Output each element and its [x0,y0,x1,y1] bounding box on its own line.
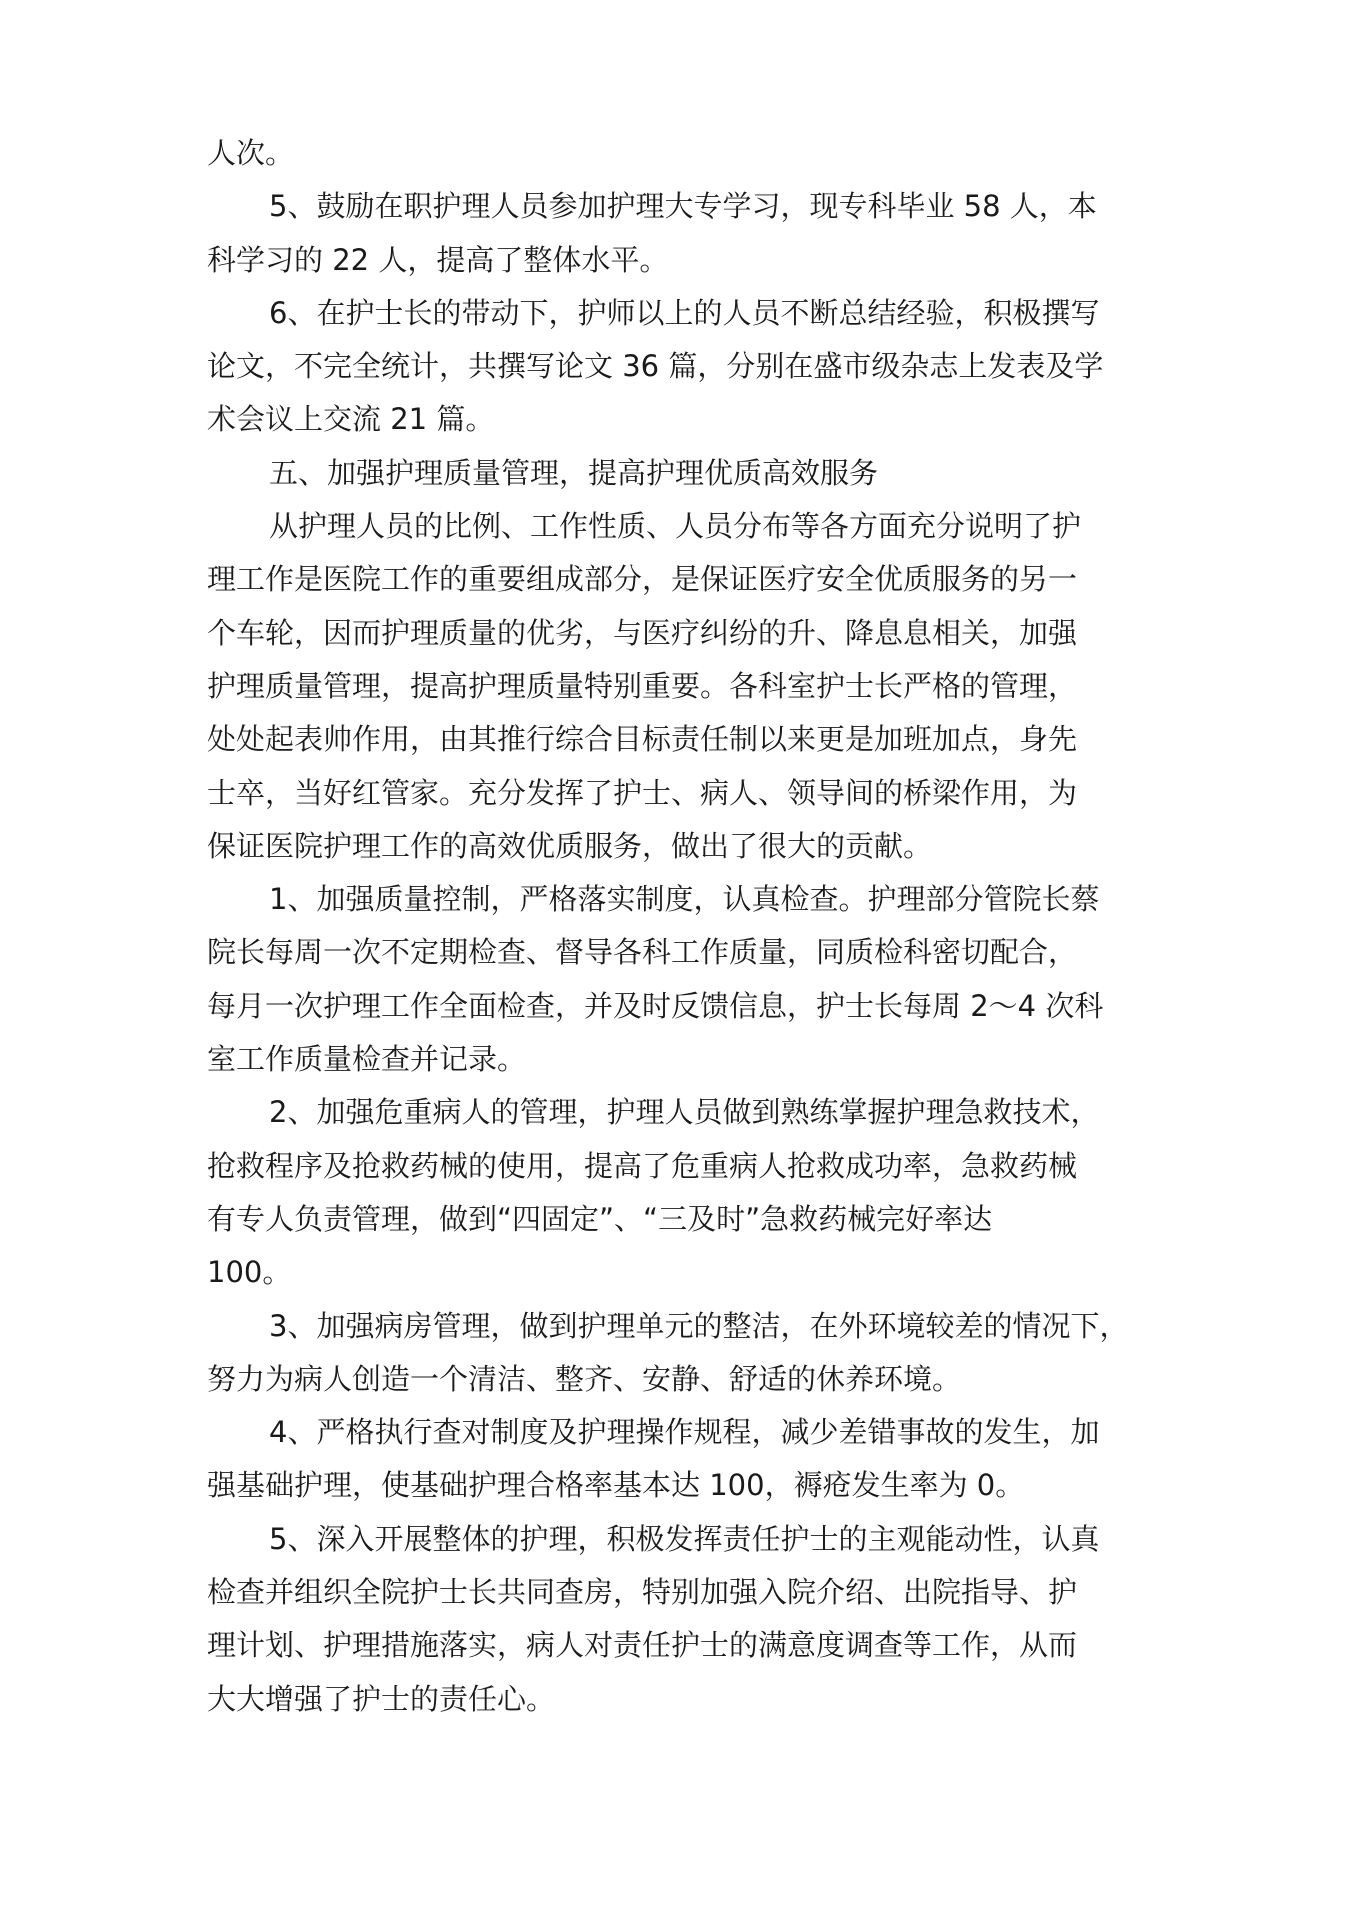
text-line: 论文，不完全统计，共撰写论文 36 篇，分别在盛市级杂志上发表及学 [207,349,1104,384]
text-line: 100。 [207,1255,292,1290]
text-line: 科学习的 22 人，提高了整体水平。 [207,242,669,277]
text-line: 每月一次护理工作全面检查，并及时反馈信息，护士长每周 2～4 次科 [207,988,1104,1023]
text-line: 4、严格执行查对制度及护理操作规程，减少差错事故的发生，加 [269,1415,1100,1450]
text-line: 检查并组织全院护士长共同查房，特别加强入院介绍、出院指导、护 [207,1575,1078,1610]
text-line: 保证医院护理工作的高效优质服务，做出了很大的贡献。 [207,828,933,863]
text-line: 抢救程序及抢救药械的使用，提高了危重病人抢救成功率，急救药械 [207,1148,1078,1183]
text-line: 有专人负责管理，做到“四固定”、“三及时”急救药械完好率达 [207,1201,993,1236]
text-line: 处处起表帅作用，由其推行综合目标责任制以来更是加班加点，身先 [207,722,1078,757]
text-line: 术会议上交流 21 篇。 [207,402,495,437]
text-line: 大大增强了护士的责任心。 [207,1681,556,1716]
text-line: 5、深入开展整体的护理，积极发挥责任护士的主观能动性，认真 [269,1521,1100,1556]
text-line: 努力为病人创造一个清洁、整齐、安静、舒适的休养环境。 [207,1361,962,1396]
text-line: 3、加强病房管理，做到护理单元的整洁，在外环境较差的情况下， [269,1308,1129,1343]
text-line: 士卒，当好红管家。充分发挥了护士、病人、领导间的桥梁作用，为 [207,775,1078,810]
text-line: 强基础护理，使基础护理合格率基本达 100，褥疮发生率为 0。 [207,1468,1025,1503]
text-line: 2、加强危重病人的管理，护理人员做到熟练掌握护理急救技术， [269,1095,1100,1130]
text-line: 院长每周一次不定期检查、督导各科工作质量，同质检科密切配合， [207,935,1078,970]
text-line: 护理质量管理，提高护理质量特别重要。各科室护士长严格的管理， [207,668,1078,703]
text-line: 理计划、护理措施落实，病人对责任护士的满意度调查等工作，从而 [207,1628,1078,1663]
text-line: 室工作质量检查并记录。 [207,1042,527,1077]
text-line: 人次。 [207,136,295,170]
text-line: 理工作是医院工作的重要组成部分，是保证医疗安全优质服务的另一 [207,562,1078,597]
text-line: 5、鼓励在职护理人员参加护理大专学习，现专科毕业 58 人，本 [269,189,1097,224]
text-line: 6、在护士长的带动下，护师以上的人员不断总结经验，积极撰写 [269,295,1100,330]
text-line: 1、加强质量控制，严格落实制度，认真检查。护理部分管院长蔡 [269,882,1100,917]
text-line: 个车轮，因而护理质量的优劣，与医疗纠纷的升、降息息相关，加强 [207,615,1078,650]
document-body [207,127,1172,1726]
text-line: 从护理人员的比例、工作性质、人员分布等各方面充分说明了护 [269,509,1082,544]
section-heading: 五、加强护理质量管理，提高护理优质高效服务 [269,455,879,490]
